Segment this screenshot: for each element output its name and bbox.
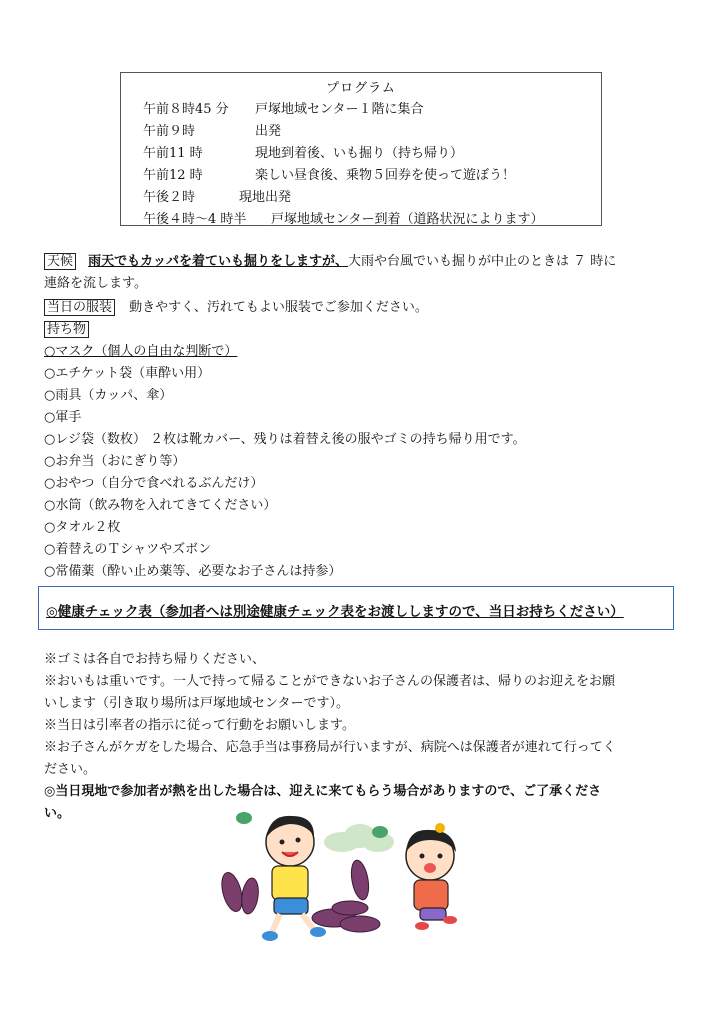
program-time: 午前９時 (143, 124, 196, 139)
program-row (143, 208, 544, 227)
program-row (143, 186, 292, 205)
belongings-item: ○雨具（カッパ、傘） (44, 388, 173, 403)
program-row (143, 98, 424, 117)
belongings-item: ○軍手 (44, 410, 82, 425)
potato-digging-illustration (210, 800, 500, 950)
belongings-item: ○お弁当（おにぎり等） (44, 454, 186, 469)
note-fever-2: い。 (44, 806, 71, 821)
clothing-label: 当日の服装 (44, 299, 115, 316)
note-fever: ◎当日現地で参加者が熱を出した場合は、迎えに来てもらう場合がありますので、ご了承くださ (44, 784, 602, 799)
note-potatoes-heavy-2: いします（引き取り場所は戸塚地域センターです）。 (44, 696, 349, 711)
program-activity: 現地到着後、いも掘り（持ち帰り） (255, 146, 464, 161)
program-activity: 出発 (255, 124, 282, 139)
weather-bold-text: 雨天でもカッパを着ていも掘りをしますが、 (88, 254, 349, 269)
program-activity: 戸塚地域センター到着（道路状況によります） (271, 212, 544, 227)
program-activity: 楽しい昼食後、乗物５回券を使って遊ぼう！ (255, 168, 516, 183)
note-potatoes-heavy: ※おいもは重いです。一人で持って帰ることができないお子さんの保護者は、帰りのお迎えをお願 (44, 674, 615, 689)
belongings-item: ○水筒（飲み物を入れてきてください） (44, 498, 277, 513)
program-row (143, 142, 464, 161)
program-activity: 現地出発 (239, 190, 292, 205)
note-injury: ※お子さんがケガをした場合、応急手当は事務局が行いますが、病院へは保護者が連れて行ってく (44, 740, 616, 755)
program-title: プログラム (326, 81, 396, 96)
program-time: 午後２時 (143, 190, 196, 205)
program-time: 午前11 時 (143, 146, 203, 161)
note-injury-2: ださい。 (44, 762, 97, 777)
sweet-potato-pile-icon (312, 901, 380, 932)
program-time: 午前８時45 分 (143, 102, 229, 117)
belongings-item: ○マスク（個人の自由な判断で） (44, 344, 238, 359)
clothing-text: 動きやすく、汚れてもよい服装でご参加ください。 (129, 300, 428, 315)
weather-rest-text: 大雨や台風でいも掘りが中止のときは ７ 時に (348, 254, 617, 269)
program-time: 午後４時～4 時半 (143, 212, 247, 227)
belongings-item: ○着替えのＴシャツやズボン (44, 542, 212, 557)
belongings-item: ○エチケット袋（車酔い用） (44, 366, 211, 381)
weather-label: 天候 (44, 253, 76, 270)
weather-line-2: 連絡を流します。 (44, 276, 147, 291)
program-box (120, 72, 602, 226)
clothing-line (44, 296, 428, 315)
belongings-item: ○おやつ（自分で食べれるぶんだけ） (44, 476, 264, 491)
health-check-text: ◎健康チェック表（参加者へは別途健康チェック表をお渡ししますので、当日お持ちください） (46, 604, 624, 620)
weather-line (44, 250, 616, 269)
belongings-label: 持ち物 (44, 321, 89, 338)
program-time: 午前12 時 (143, 168, 203, 183)
program-row (143, 120, 282, 139)
girl-figure (406, 823, 457, 930)
belongings-item: ○タオル２枚 (44, 520, 121, 535)
belongings-item: ○レジ袋（数枚） ２枚は靴カバー、残りは着替え後の服やゴミの持ち帰り用です。 (44, 432, 526, 447)
belongings-item: ○常備薬（酔い止め薬等、必要なお子さんは持参） (44, 564, 342, 579)
program-row (143, 164, 516, 183)
note-follow-instructions: ※当日は引率者の指示に従って行動をお願いします。 (44, 718, 355, 733)
note-garbage: ※ゴミは各自でお持ち帰りください、 (44, 652, 266, 667)
program-activity: 戸塚地域センター１階に集合 (255, 102, 424, 117)
belongings-label-line (44, 318, 89, 337)
